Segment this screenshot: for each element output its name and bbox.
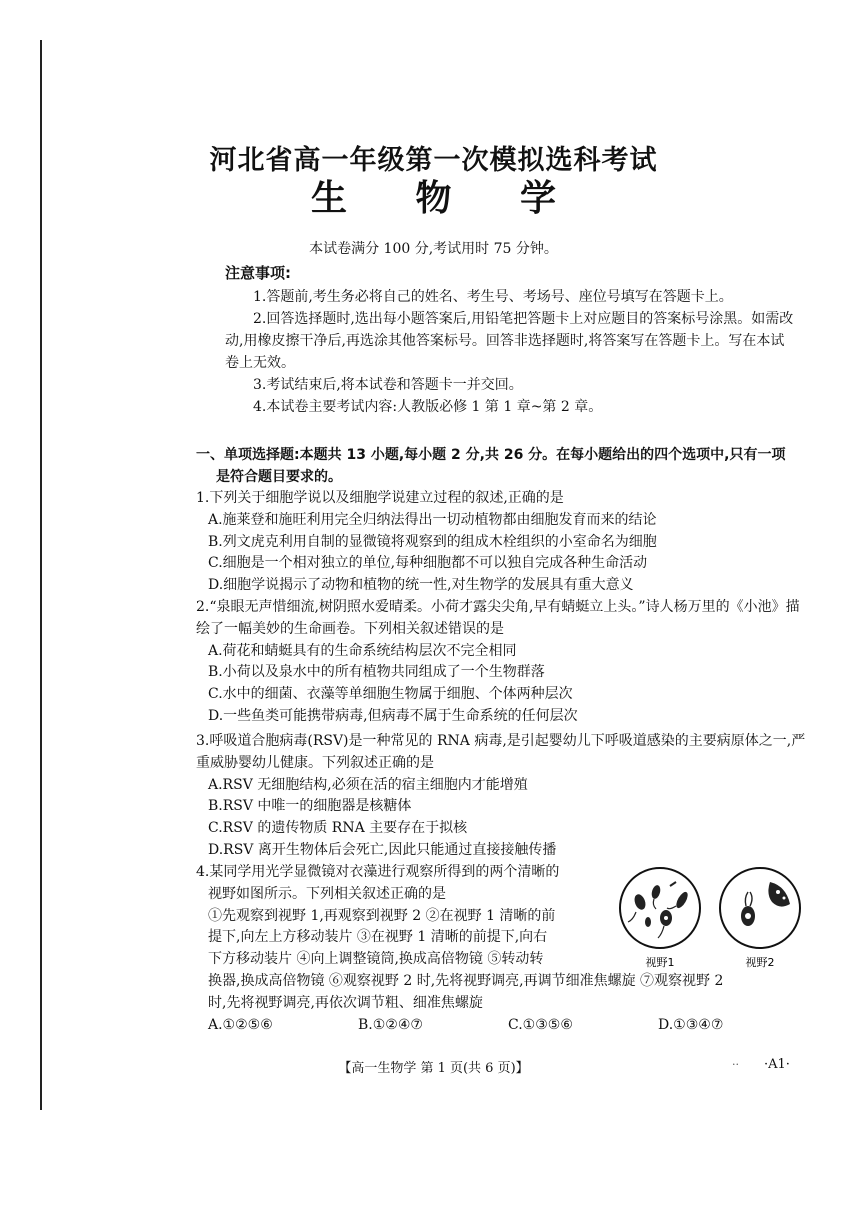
- field-1-label: 视野1: [645, 956, 675, 969]
- option-d: D.细胞学说揭示了动物和植物的统一性,对生物学的发展具有重大意义: [208, 577, 634, 594]
- field-2: [720, 868, 800, 948]
- option-c: C.水中的细菌、衣藻等单细胞生物属于细胞、个体两种层次: [208, 686, 573, 703]
- option-c: C.RSV 的遗传物质 RNA 主要存在于拟核: [208, 820, 468, 837]
- question-stem-line: 换器,换成高倍物镜 ⑥观察视野 2 时,先将视野调亮,再调节细准焦螺旋 ⑦观察视野 2: [208, 972, 724, 989]
- option-d: D.①③④⑦: [658, 1016, 724, 1033]
- option-c: C.细胞是一个相对独立的单位,每种细胞都不可以独自完成各种生命活动: [208, 555, 648, 572]
- option-c: C.①③⑤⑥: [508, 1016, 573, 1033]
- question-stem-line: 下方移动装片 ④向上调整镜筒,换成高倍物镜 ⑤转动转: [208, 951, 544, 968]
- option-a: A.RSV 无细胞结构,必须在活的宿主细胞内才能增殖: [208, 776, 528, 793]
- option-a: A.①②⑤⑥: [208, 1016, 273, 1033]
- microscope-fields-figure: [610, 862, 810, 972]
- notice-item: 4.本试卷主要考试内容:人教版必修 1 第 1 章~第 2 章。: [253, 399, 603, 415]
- exam-info: 本试卷满分 100 分,考试用时 75 分钟。: [309, 241, 558, 257]
- option-a: A.荷花和蜻蜓具有的生命系统结构层次不完全相同: [208, 642, 517, 659]
- notice-item: 3.考试结束后,将本试卷和答题卡一并交回。: [253, 377, 523, 393]
- notice-heading: 注意事项:: [225, 264, 291, 282]
- option-b: B.小荷以及泉水中的所有植物共同组成了一个生物群落: [208, 664, 545, 681]
- option-a: A.施莱登和施旺利用完全归纳法得出一切动植物都由细胞发育而来的结论: [208, 511, 657, 528]
- option-b: B.列文虎克利用自制的显微镜将观察到的组成木栓组织的小室命名为细胞: [208, 533, 657, 550]
- exam-title: 河北省高一年级第一次模拟选科考试: [209, 145, 658, 176]
- question-stem-line: 提下,向左上方移动装片 ③在视野 1 清晰的前提下,向右: [208, 929, 548, 946]
- option-d: D.一些鱼类可能携带病毒,但病毒不属于生命系统的任何层次: [208, 707, 578, 724]
- section-heading: [196, 444, 811, 488]
- question-stem-line: 4.某同学用光学显微镜对衣藻进行观察所得到的两个清晰的: [196, 864, 560, 880]
- question-stem: 3.呼吸道合胞病毒(RSV)是一种常见的 RNA 病毒,是引起婴幼儿下呼吸道感染的主要病原体之一,严重威胁婴幼儿健康。下列叙述正确的是: [196, 733, 806, 771]
- page-footer: 【高一生物学 第 1 页(共 6 页)】: [338, 1061, 529, 1076]
- question-stem: 2.“泉眼无声惜细流,树阴照水爱晴柔。小荷才露尖尖角,早有蜻蜓立上头。”诗人杨万里的《小池》描绘了一幅美妙的生命画卷。下列相关叙述错误的是: [196, 599, 800, 637]
- field-2-label: 视野2: [745, 956, 775, 969]
- question-stem-line: ①先观察到视野 1,再观察到视野 2 ②在视野 1 清晰的前: [208, 907, 556, 924]
- paper-code: ·A1·: [764, 1057, 790, 1072]
- notice-item: 2.回答选择题时,选出每小题答案后,用铅笔把答题卡上对应题目的答案标号涂黑。如需改动,用橡皮擦干净后,再选涂其他答案标号。回答非选择题时,将答案写在答题卡上。写在本试卷上无效。: [225, 311, 794, 371]
- footer-dots: ..: [732, 1055, 739, 1068]
- options-row: [196, 1015, 808, 1037]
- option-b: B.①②④⑦: [358, 1016, 423, 1033]
- question-2: [196, 597, 808, 728]
- option-d: D.RSV 离开生物体后会死亡,因此只能通过直接接触传播: [208, 841, 557, 858]
- option-b: B.RSV 中唯一的细胞器是核糖体: [208, 798, 412, 815]
- section-heading-line: 是符合题目要求的。: [216, 469, 342, 485]
- notice-list: [225, 286, 795, 418]
- subject-title: 生 物 学: [310, 177, 585, 219]
- notice-item: 1.答题前,考生务必将自己的姓名、考生号、考场号、座位号填写在答题卡上。: [253, 289, 733, 305]
- question-stem: 1.下列关于细胞学说以及细胞学说建立过程的叙述,正确的是: [196, 490, 564, 506]
- question-1: [196, 488, 808, 597]
- question-stem-line: 时,先将视野调亮,再依次调节粗、细准焦螺旋: [208, 994, 483, 1011]
- question-3: [196, 731, 808, 862]
- field-1: [620, 868, 700, 948]
- section-heading-line: 一、单项选择题:本题共 13 小题,每小题 2 分,共 26 分。在每小题给出的四个选项中,只有一项: [196, 447, 786, 463]
- question-stem-line: 视野如图所示。下列相关叙述正确的是: [208, 885, 446, 902]
